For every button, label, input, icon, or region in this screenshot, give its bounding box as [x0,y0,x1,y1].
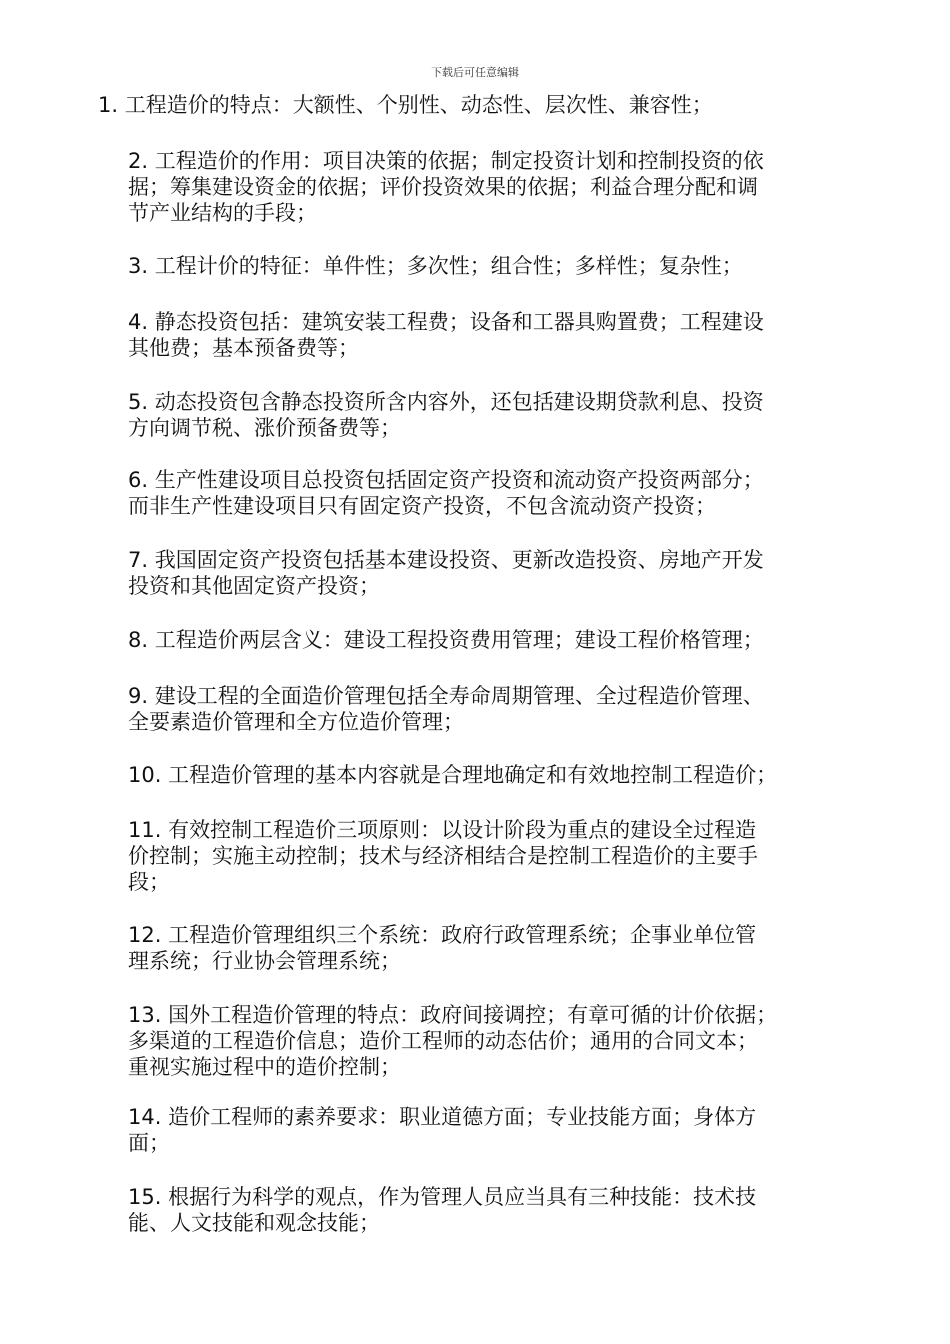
list-item [128,762,868,788]
list-item [128,683,868,735]
list-item-line [128,1002,868,1028]
page-header-note: 下载后可任意编辑 [431,66,519,79]
list-item-text: 节产业结构的手段； [128,201,317,225]
list-item-line [128,467,868,493]
list-item-number: 8. [128,628,149,652]
list-item [128,1104,868,1156]
list-item [128,148,868,226]
list-item-line [128,493,868,519]
list-item [128,389,868,441]
list-item-text: 造价工程师的素养要求：职业道德方面；专业技能方面；身体方 [168,1105,757,1129]
list-item-text: 生产性建设项目总投资包括固定资产投资和流动资产投资两部分； [154,468,764,492]
list-item-number: 15. [128,1185,162,1209]
list-item [128,1002,868,1080]
list-item-line [128,1054,868,1080]
list-item [128,922,868,974]
list-item-text: 投资和其他固定资产投资； [128,574,380,598]
list-item-number: 4. [128,310,149,334]
list-item-text: 据；筹集建设资金的依据；评价投资效果的依据；利益合理分配和调 [128,175,758,199]
list-item-line [98,92,838,118]
list-item-text: 静态投资包括：建筑安装工程费；设备和工器具购置费；工程建设 [154,310,764,334]
list-item-number: 5. [128,390,149,414]
list-item-text: 工程计价的特征：单件性；多次性；组合性；多样性；复杂性； [154,254,743,278]
list-item-text: 价控制；实施主动控制；技术与经济相结合是控制工程造价的主要手 [128,844,758,868]
list-item-text: 而非生产性建设项目只有固定资产投资，不包含流动资产投资； [128,494,716,518]
list-item-line [128,1130,868,1156]
list-item-text: 有效控制工程造价三项原则：以设计阶段为重点的建设全过程造 [168,818,757,842]
list-item-number: 12. [128,923,162,947]
list-item-line [128,309,868,335]
list-item-line [128,573,868,599]
list-item-text: 能、人文技能和观念技能； [128,1211,380,1235]
list-item-number: 1. [98,93,119,117]
list-item-text: 重视实施过程中的造价控制； [128,1055,401,1079]
list-item-line [128,335,868,361]
list-item [128,309,868,361]
list-item-text: 面； [128,1131,170,1155]
list-item-line [128,817,868,843]
list-item-line [128,762,868,788]
list-item-text: 国外工程造价管理的特点：政府间接调控；有章可循的计价依据； [168,1003,778,1027]
list-item-number: 10. [128,763,162,787]
list-item-line [128,948,868,974]
list-item-line [128,869,868,895]
list-item-text: 理系统；行业协会管理系统； [128,949,401,973]
list-item-text: 根据行为科学的观点，作为管理人员应当具有三种技能：技术技 [168,1185,757,1209]
list-item-number: 13. [128,1003,162,1027]
list-item [128,253,868,279]
list-item-text: 其他费；基本预备费等； [128,336,359,360]
list-item [98,92,838,118]
list-item-number: 6. [128,468,149,492]
list-item-line [128,1028,868,1054]
list-item-line [128,922,868,948]
list-item-text: 工程造价两层含义：建设工程投资费用管理；建设工程价格管理； [154,628,764,652]
list-item-text: 多渠道的工程造价信息；造价工程师的动态估价；通用的合同文本； [128,1029,758,1053]
list-item-number: 7. [128,548,149,572]
list-item-line [128,843,868,869]
list-item-number: 11. [128,818,162,842]
list-item-line [128,709,868,735]
list-item-line [128,1210,868,1236]
list-item-text: 工程造价的特点：大额性、个别性、动态性、层次性、兼容性； [124,93,713,117]
list-item-text: 工程造价管理的基本内容就是合理地确定和有效地控制工程造价； [168,763,778,787]
list-item-line [128,1184,868,1210]
list-item-line [128,389,868,415]
list-item-text: 建设工程的全面造价管理包括全寿命周期管理、全过程造价管理、 [154,684,764,708]
list-item-number: 3. [128,254,149,278]
list-item-line [128,415,868,441]
list-item-number: 9. [128,684,149,708]
list-item-line [128,627,868,653]
list-item-number: 2. [128,149,149,173]
list-item-text: 我国固定资产投资包括基本建设投资、更新改造投资、房地产开发 [154,548,764,572]
list-item-text: 工程造价的作用：项目决策的依据；制定投资计划和控制投资的依 [154,149,764,173]
list-item-line [128,200,868,226]
list-item-line [128,683,868,709]
list-item [128,547,868,599]
list-item-line [128,174,868,200]
list-item-number: 14. [128,1105,162,1129]
list-item-line [128,1104,868,1130]
list-item-text: 工程造价管理组织三个系统：政府行政管理系统；企事业单位管 [168,923,757,947]
list-item-line [128,253,868,279]
list-item-text: 方向调节税、涨价预备费等； [128,416,401,440]
list-item [128,817,868,895]
list-item-line [128,148,868,174]
list-item-text: 动态投资包含静态投资所含内容外，还包括建设期贷款利息、投资 [154,390,764,414]
list-item [128,627,868,653]
list-item [128,1184,868,1236]
list-item-line [128,547,868,573]
list-item-text: 全要素造价管理和全方位造价管理； [128,710,464,734]
list-item [128,467,868,519]
list-item-text: 段； [128,870,170,894]
